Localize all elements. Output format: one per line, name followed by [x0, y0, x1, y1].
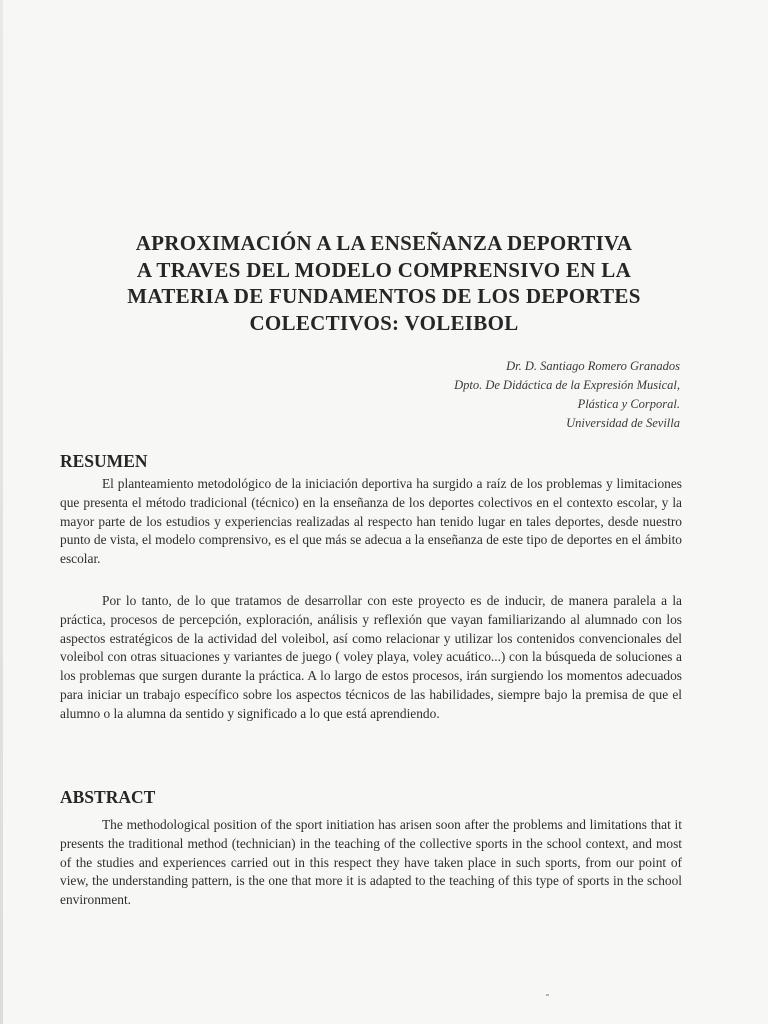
scan-speck: [546, 994, 549, 996]
author-department-cont: Plástica y Corporal.: [577, 397, 680, 411]
author-university: Universidad de Sevilla: [566, 416, 680, 430]
paper-title: [40, 230, 728, 336]
author-department: Dpto. De Didáctica de la Expresión Musical,: [454, 378, 680, 392]
abstract-paragraph: The methodological position of the sport initiation has arisen soon after the problems and limitations that it presents the traditional method (technician) in the teaching of the collective sports in the school context, and most of the studies and experiences carried out in this respect they have taken place in such sports, from our point of view, the understanding pattern, is the one that more it is adapted to the teaching of this type of sports in the school environment.: [60, 817, 682, 908]
abstract-heading: ABSTRACT: [60, 787, 156, 807]
title-line: MATERIA DE FUNDAMENTOS DE LOS DEPORTES: [127, 284, 641, 308]
resumen-paragraph: El planteamiento metodológico de la iniciación deportiva ha surgido a raíz de los problemas y limitaciones que presenta el método tradicional (técnico) en la enseñanza de los deportes colectivos en el contexto escolar, y la mayor parte de los estudios y experiencias realizadas al respecto han tenido lugar en tales deportes, desde nuestro punto de vista, el modelo comprensivo, es el que más se adecua a la enseñanza de este tipo de deportes en el ámbito escolar.: [60, 476, 682, 567]
title-line: A TRAVES DEL MODELO COMPRENSIVO EN LA: [136, 257, 632, 282]
title-line: APROXIMACIÓN A LA ENSEÑANZA DEPORTIVA: [135, 231, 633, 255]
title-line: COLECTIVOS: VOLEIBOL: [249, 310, 519, 335]
author-block: [280, 357, 680, 433]
resumen-paragraph: Por lo tanto, de lo que tratamos de desarrollar con este proyecto es de inducir, de manera paralela a la práctica, procesos de percepción, exploración, análisis y reflexión que vayan familiarizando al alumnado con los aspectos estratégicos de la actividad del voleibol, así como relacionar y utilizar los contenidos convencionales del voleibol con otras situaciones y variantes de juego ( voley playa, voley acuático...) con la búsqueda de soluciones a los problemas que surgen durante la práctica. A lo largo de estos procesos, irán surgiendo los momentos adecuados para iniciar un trabajo específico sobre los aspectos técnicos de las habilidades, siempre bajo la premisa de que el alumno o la alumna da sentido y significado a lo que está aprendiendo.: [60, 593, 682, 721]
resumen-heading: RESUMEN: [60, 451, 148, 471]
author-name: Dr. D. Santiago Romero Granados: [506, 359, 680, 373]
page-edge-shadow: [0, 0, 3, 1024]
